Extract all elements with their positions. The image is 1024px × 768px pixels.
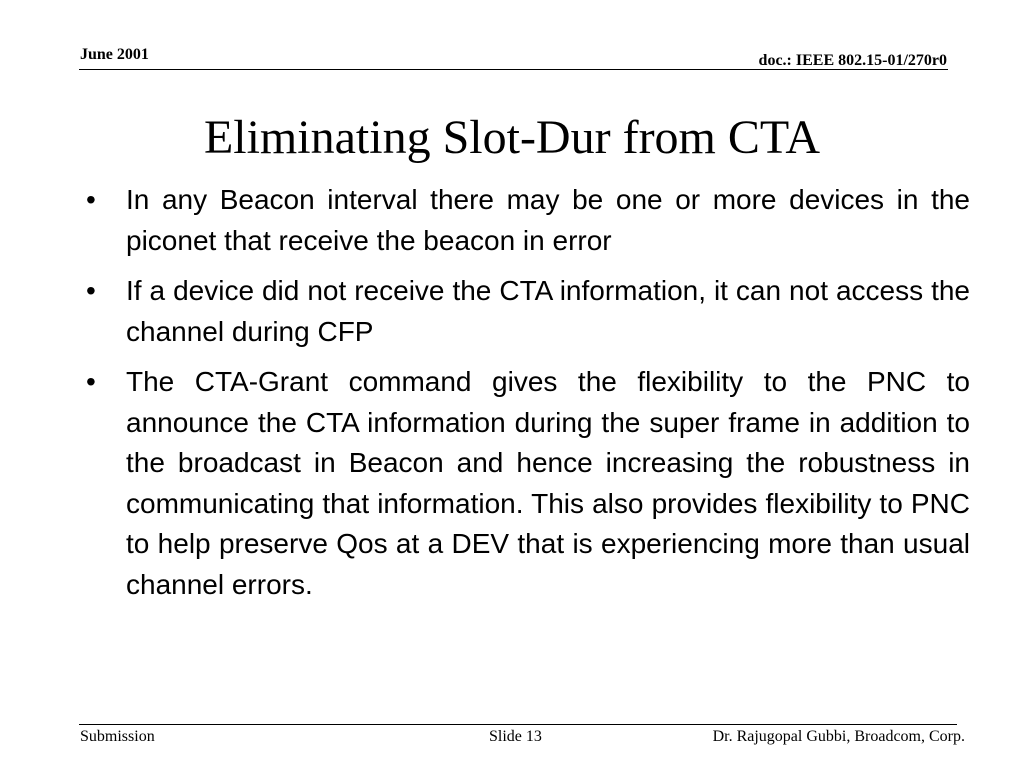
bullet-item: [86, 271, 970, 352]
bullet-icon: •: [86, 366, 96, 397]
slide-title: Eliminating Slot-Dur from CTA: [203, 111, 821, 164]
bullet-list: [86, 180, 970, 615]
header-doc-id: doc.: IEEE 802.15-01/270r0: [758, 52, 947, 69]
header-divider: [79, 69, 948, 70]
bullet-text: In any Beacon interval there may be one or more devices in the piconet that receive the beacon in error: [126, 184, 970, 256]
footer-slide-number: Slide 13: [489, 728, 542, 745]
footer-author: Dr. Rajugopal Gubbi, Broadcom, Corp.: [712, 728, 965, 745]
footer-divider: [79, 724, 957, 725]
bullet-text: If a device did not receive the CTA information, it can not access the channel during CFP: [126, 275, 970, 347]
bullet-item: [86, 180, 970, 261]
header-date: June 2001: [80, 46, 149, 63]
footer-submission: Submission: [80, 728, 155, 745]
bullet-text: The CTA-Grant command gives the flexibility to the PNC to announce the CTA information during the super frame in addition to the broadcast in Beacon and hence increasing the robustness in communicating that information. This also provides flexibility to PNC to help preserve Qos at a DEV that is experiencing more than usual channel errors.: [126, 366, 970, 600]
bullet-icon: •: [86, 184, 96, 215]
bullet-icon: •: [86, 275, 96, 306]
bullet-item: [86, 362, 970, 605]
